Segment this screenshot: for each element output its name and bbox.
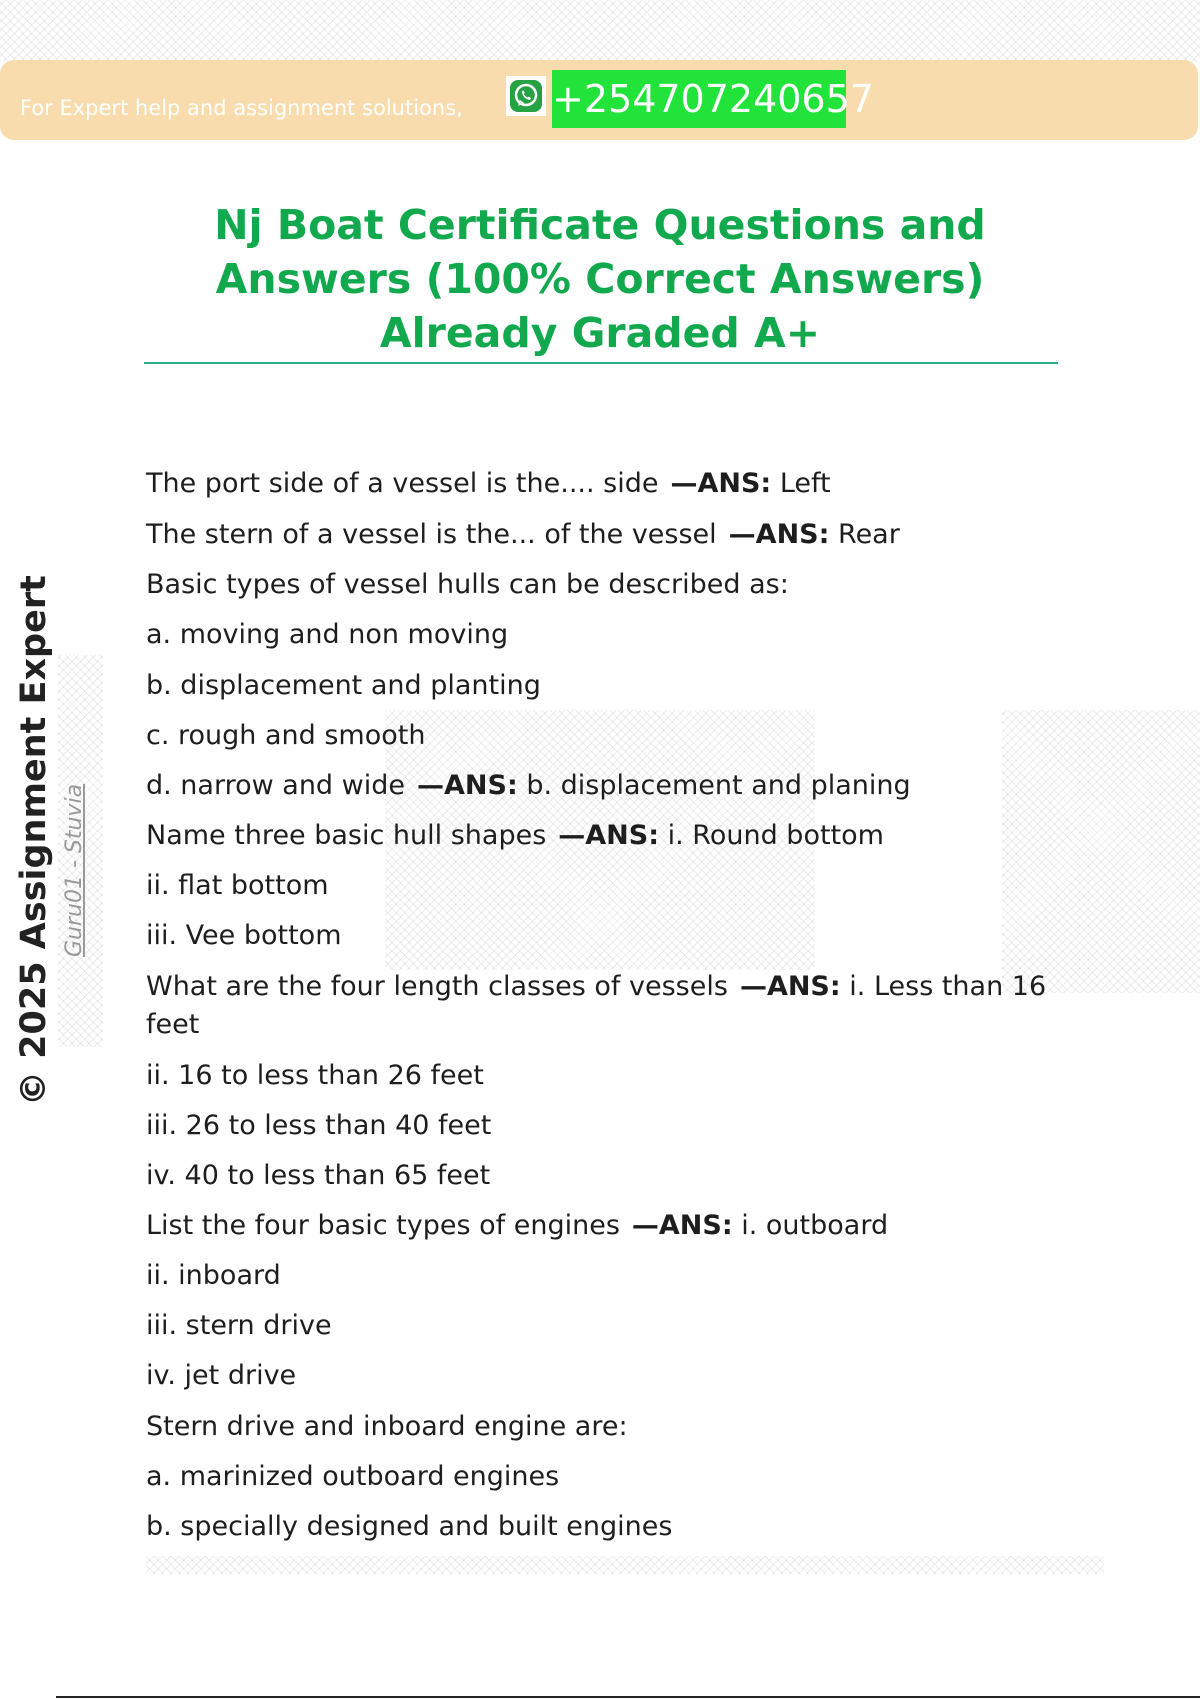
question-text: The port side of a vessel is the.... side bbox=[146, 468, 659, 499]
answer-text: i. Less than 16 bbox=[849, 971, 1047, 1002]
document-title: Nj Boat Certificate Questions and Answers (100% Correct Answers) Already Graded A+ bbox=[214, 201, 986, 357]
question-text: Basic types of vessel hulls can be described as: bbox=[146, 569, 789, 600]
question-text: Stern drive and inboard engine are: bbox=[146, 1411, 628, 1442]
option-line: b. displacement and planting bbox=[146, 670, 541, 701]
answer-line: iii. stern drive bbox=[146, 1310, 332, 1341]
answer-text: i. outboard bbox=[741, 1210, 889, 1241]
question-text: What are the four length classes of vessels bbox=[146, 971, 728, 1002]
qa-line bbox=[146, 1208, 888, 1244]
copyright-watermark: © 2025 Assignment Expert bbox=[14, 575, 54, 1106]
answer-line: iv. jet drive bbox=[146, 1360, 297, 1391]
option-line: b. specially designed and built engines bbox=[146, 1511, 673, 1542]
promo-text: For Expert help and assignment solutions, bbox=[20, 96, 463, 120]
answer-marker: —ANS: bbox=[558, 820, 660, 851]
qa-line bbox=[146, 818, 884, 854]
answer-marker: —ANS: bbox=[670, 468, 772, 499]
answer-text: Left bbox=[779, 468, 831, 499]
answer-marker: —ANS: bbox=[739, 971, 841, 1002]
bottom-texture bbox=[146, 1556, 1104, 1574]
answer-line: ii. 16 to less than 26 feet bbox=[146, 1060, 484, 1091]
watermark-texture-right bbox=[1002, 710, 1200, 993]
answer-line: ii. inboard bbox=[146, 1260, 281, 1291]
title-divider bbox=[144, 362, 1058, 364]
question-text: The stern of a vessel is the... of the vessel bbox=[146, 519, 717, 550]
qa-line bbox=[146, 1409, 628, 1445]
whatsapp-icon[interactable] bbox=[506, 76, 546, 116]
option-line: c. rough and smooth bbox=[146, 720, 426, 751]
qa-line bbox=[146, 969, 1046, 1005]
option-line: d. narrow and wide —ANS: b. displacement and planing bbox=[146, 770, 911, 801]
qa-line bbox=[146, 567, 789, 603]
answer-marker: —ANS: bbox=[631, 1210, 733, 1241]
answer-line: iv. 40 to less than 65 feet bbox=[146, 1160, 491, 1191]
answer-marker: —ANS: bbox=[417, 770, 518, 801]
answer-marker: —ANS: bbox=[728, 519, 830, 550]
footer-divider bbox=[56, 1696, 1200, 1698]
option-line: a. moving and non moving bbox=[146, 619, 509, 650]
answer-line: iii. Vee bottom bbox=[146, 920, 342, 951]
answer-text: b. displacement and planing bbox=[526, 770, 911, 801]
answer-text: i. Round bottom bbox=[667, 820, 884, 851]
author-watermark: Guru01 - Stuvia bbox=[62, 783, 87, 957]
option-line: a. marinized outboard engines bbox=[146, 1461, 560, 1492]
question-text: Name three basic hull shapes bbox=[146, 820, 547, 851]
qa-line bbox=[146, 466, 831, 502]
answer-text: Rear bbox=[838, 519, 900, 550]
question-text: List the four basic types of engines bbox=[146, 1210, 620, 1241]
answer-line: iii. 26 to less than 40 feet bbox=[146, 1110, 492, 1141]
answer-line: ii. flat bottom bbox=[146, 870, 329, 901]
header-texture bbox=[0, 0, 1200, 62]
contact-phone[interactable]: +254707240657 bbox=[552, 70, 846, 128]
answer-line: feet bbox=[146, 1009, 200, 1040]
qa-line bbox=[146, 517, 900, 553]
